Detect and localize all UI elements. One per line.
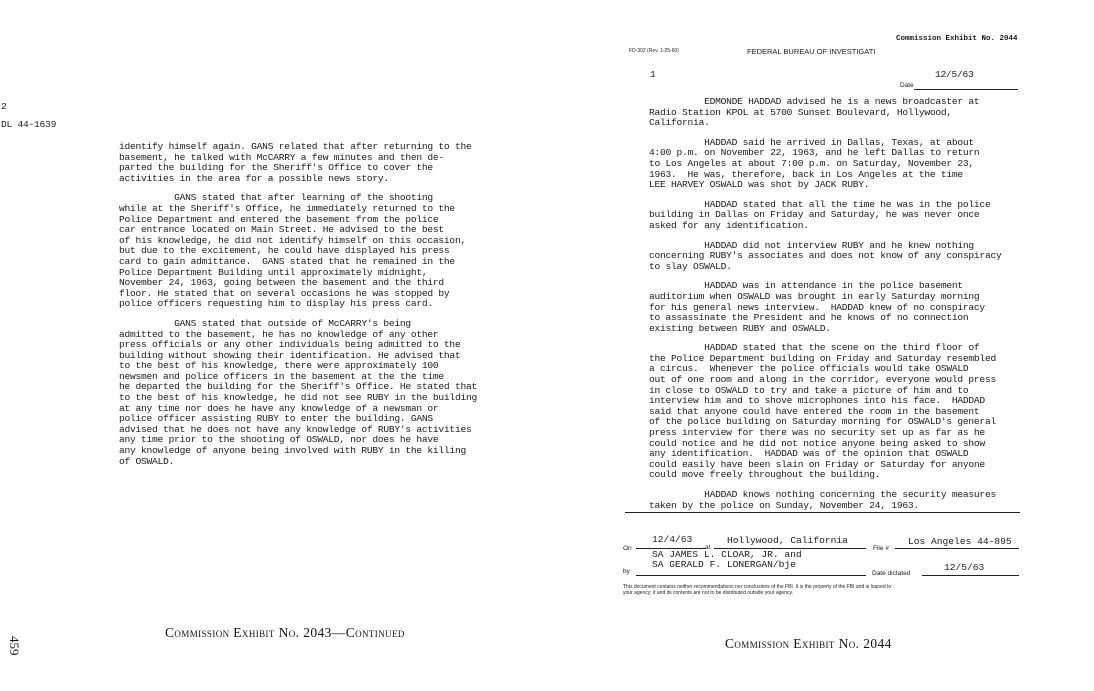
form-top-rule xyxy=(625,512,1020,513)
right-paragraph-5: HADDAD was in attendance in the police basement auditorium when OSWALD was brought in early Saturday morning for his general news interview. HADDAD knew of no conspiracy to assassinate the President and he knows of no connection existing between RUBY and OSWALD. xyxy=(649,280,985,334)
right-paragraph-4: HADDAD did not interview RUBY and he knew nothing concerning RUBY's associates and does not know of any conspiracy to slay OSWALD. xyxy=(649,239,1002,272)
dictated-rule xyxy=(922,575,1019,576)
at-label: at xyxy=(705,544,711,551)
disclaimer: This document contains neither recommendations nor conclusions of the FBI. It is the property of the FBI and is loaned to your agency; it and its contents are not to be distributed outside your agency. xyxy=(623,584,892,596)
agents-line-2: SA GERALD F. LONERGAN/bje xyxy=(652,559,796,570)
date-dictated: 12/5/63 xyxy=(944,562,985,573)
left-file-number: DL 44-1639 xyxy=(1,119,57,130)
interview-date: 12/4/63 xyxy=(652,534,693,545)
date-rule xyxy=(914,89,1018,90)
left-page-number: 2 xyxy=(1,101,7,112)
right-caption: Commission Exhibit No. 2044 xyxy=(725,636,892,651)
left-caption: Commission Exhibit No. 2043—Continued xyxy=(165,625,405,640)
date-label: Date xyxy=(900,82,914,89)
right-paragraph-1: EDMONDE HADDAD advised he is a news broadcaster at Radio Station KPOL at 5700 Sunset Boulevard, Hollywood, California. xyxy=(649,96,980,129)
file-rule xyxy=(895,548,1019,549)
by-label: by xyxy=(623,568,630,575)
right-paragraph-7: HADDAD knows nothing concerning the security measures taken by the police on Sunday, November 24, 1963. xyxy=(649,489,996,511)
left-body xyxy=(119,142,489,476)
agents-line-1: SA JAMES L. CLOAR, JR. and xyxy=(652,549,802,560)
file-number: Los Angeles 44-895 xyxy=(908,536,1012,547)
right-paragraph-2: HADDAD said he arrived in Dallas, Texas, at about 4:00 p.m. on November 22, 1963, and he left Dallas to return to Los Angeles at about 7:00 p.m. on Saturday, November 23, 1963. He was, therefore, back in Los Angeles at the time LEE HARVEY OSWALD was shot by JACK RUBY. xyxy=(649,136,980,191)
right-paragraph-6: HADDAD stated that the scene on the third floor of the Police Department building on Friday and Saturday resembled a circus. Whenever the police officials would take OSWALD out of one room and along in the corridor, everyone would press in close to OSWALD to try and take a picture of him and to interview him and to shove microphones into his face. HADDAD said that anyone could have entered the room in the basement of the police building on Saturday morning for OSWALD's general press interview for there was no security set up as far as he could notice and he did not notice anyone being asked to show any identification. HADDAD was of the opinion that OSWALD could easily have been slain on Friday or Saturday for anyone could move freely throughout the building. xyxy=(649,342,996,481)
date-value: 12/5/63 xyxy=(935,69,974,80)
left-paragraph-1: identify himself again. GANS related that after returning to the basement, he talked with McCARRY a few minutes and then de- parted the building for the Sheriff's Office to cover the activities in the area for a possible news story. xyxy=(119,141,472,184)
by-rule xyxy=(636,575,866,576)
interview-location: Hollywood, California xyxy=(727,535,848,546)
form-number: FD-302 (Rev. 1-25-60) xyxy=(629,48,679,54)
left-paragraph-2: GANS stated that after learning of the shooting while at the Sheriff's Office, he immediately returned to the Police Department and entered the basement from the police car entrance located on Main Street. He advised to the best of his knowledge, he did not identify himself on this occasion, but due to the excitement, he could have displayed his press card to gain admittance. GANS stated that he remained in the Police Department Building until approximately midnight, November 24, 1963, going between the basement and the third floor. He stated that on several occasions he was stopped by police officers requesting him to display his press card. xyxy=(119,192,466,310)
left-paragraph-3: GANS stated that outside of McCARRY's being admitted to the basement, he has no knowledge of any other press officials or any other individuals being admitted to the building without showing their identification. He advised that to the best of his knowledge, there were approximately 100 newsmen and police officers in the basement at the the time he departed the building for the Sheriff's Office. He stated that to the best of his knowledge, he did not see RUBY in the building at any time nor does he have any knowledge of a newsman or police officer assisting RUBY to enter the building. GANS advised that he does not have any knowledge of RUBY's activities any time prior to the shooting of OSWALD, nor does he have any knowledge of anyone being involved with RUBY in the killing of OSWALD. xyxy=(119,317,477,467)
exhibit-header: Commission Exhibit No. 2044 xyxy=(896,35,1018,43)
file-label: File # xyxy=(873,545,889,552)
bureau-header: FEDERAL BUREAU OF INVESTIGATI xyxy=(747,47,876,56)
date-dictated-label: Date dictated xyxy=(872,570,911,577)
right-body xyxy=(649,97,1024,520)
right-page-number: 1 xyxy=(650,69,656,80)
right-paragraph-3: HADDAD stated that all the time he was in the police building in Dallas on Friday and Saturday, he was never once asked for any identification. xyxy=(649,198,991,231)
volume-page-number: 459 xyxy=(7,636,22,656)
on-label: On xyxy=(623,545,632,552)
